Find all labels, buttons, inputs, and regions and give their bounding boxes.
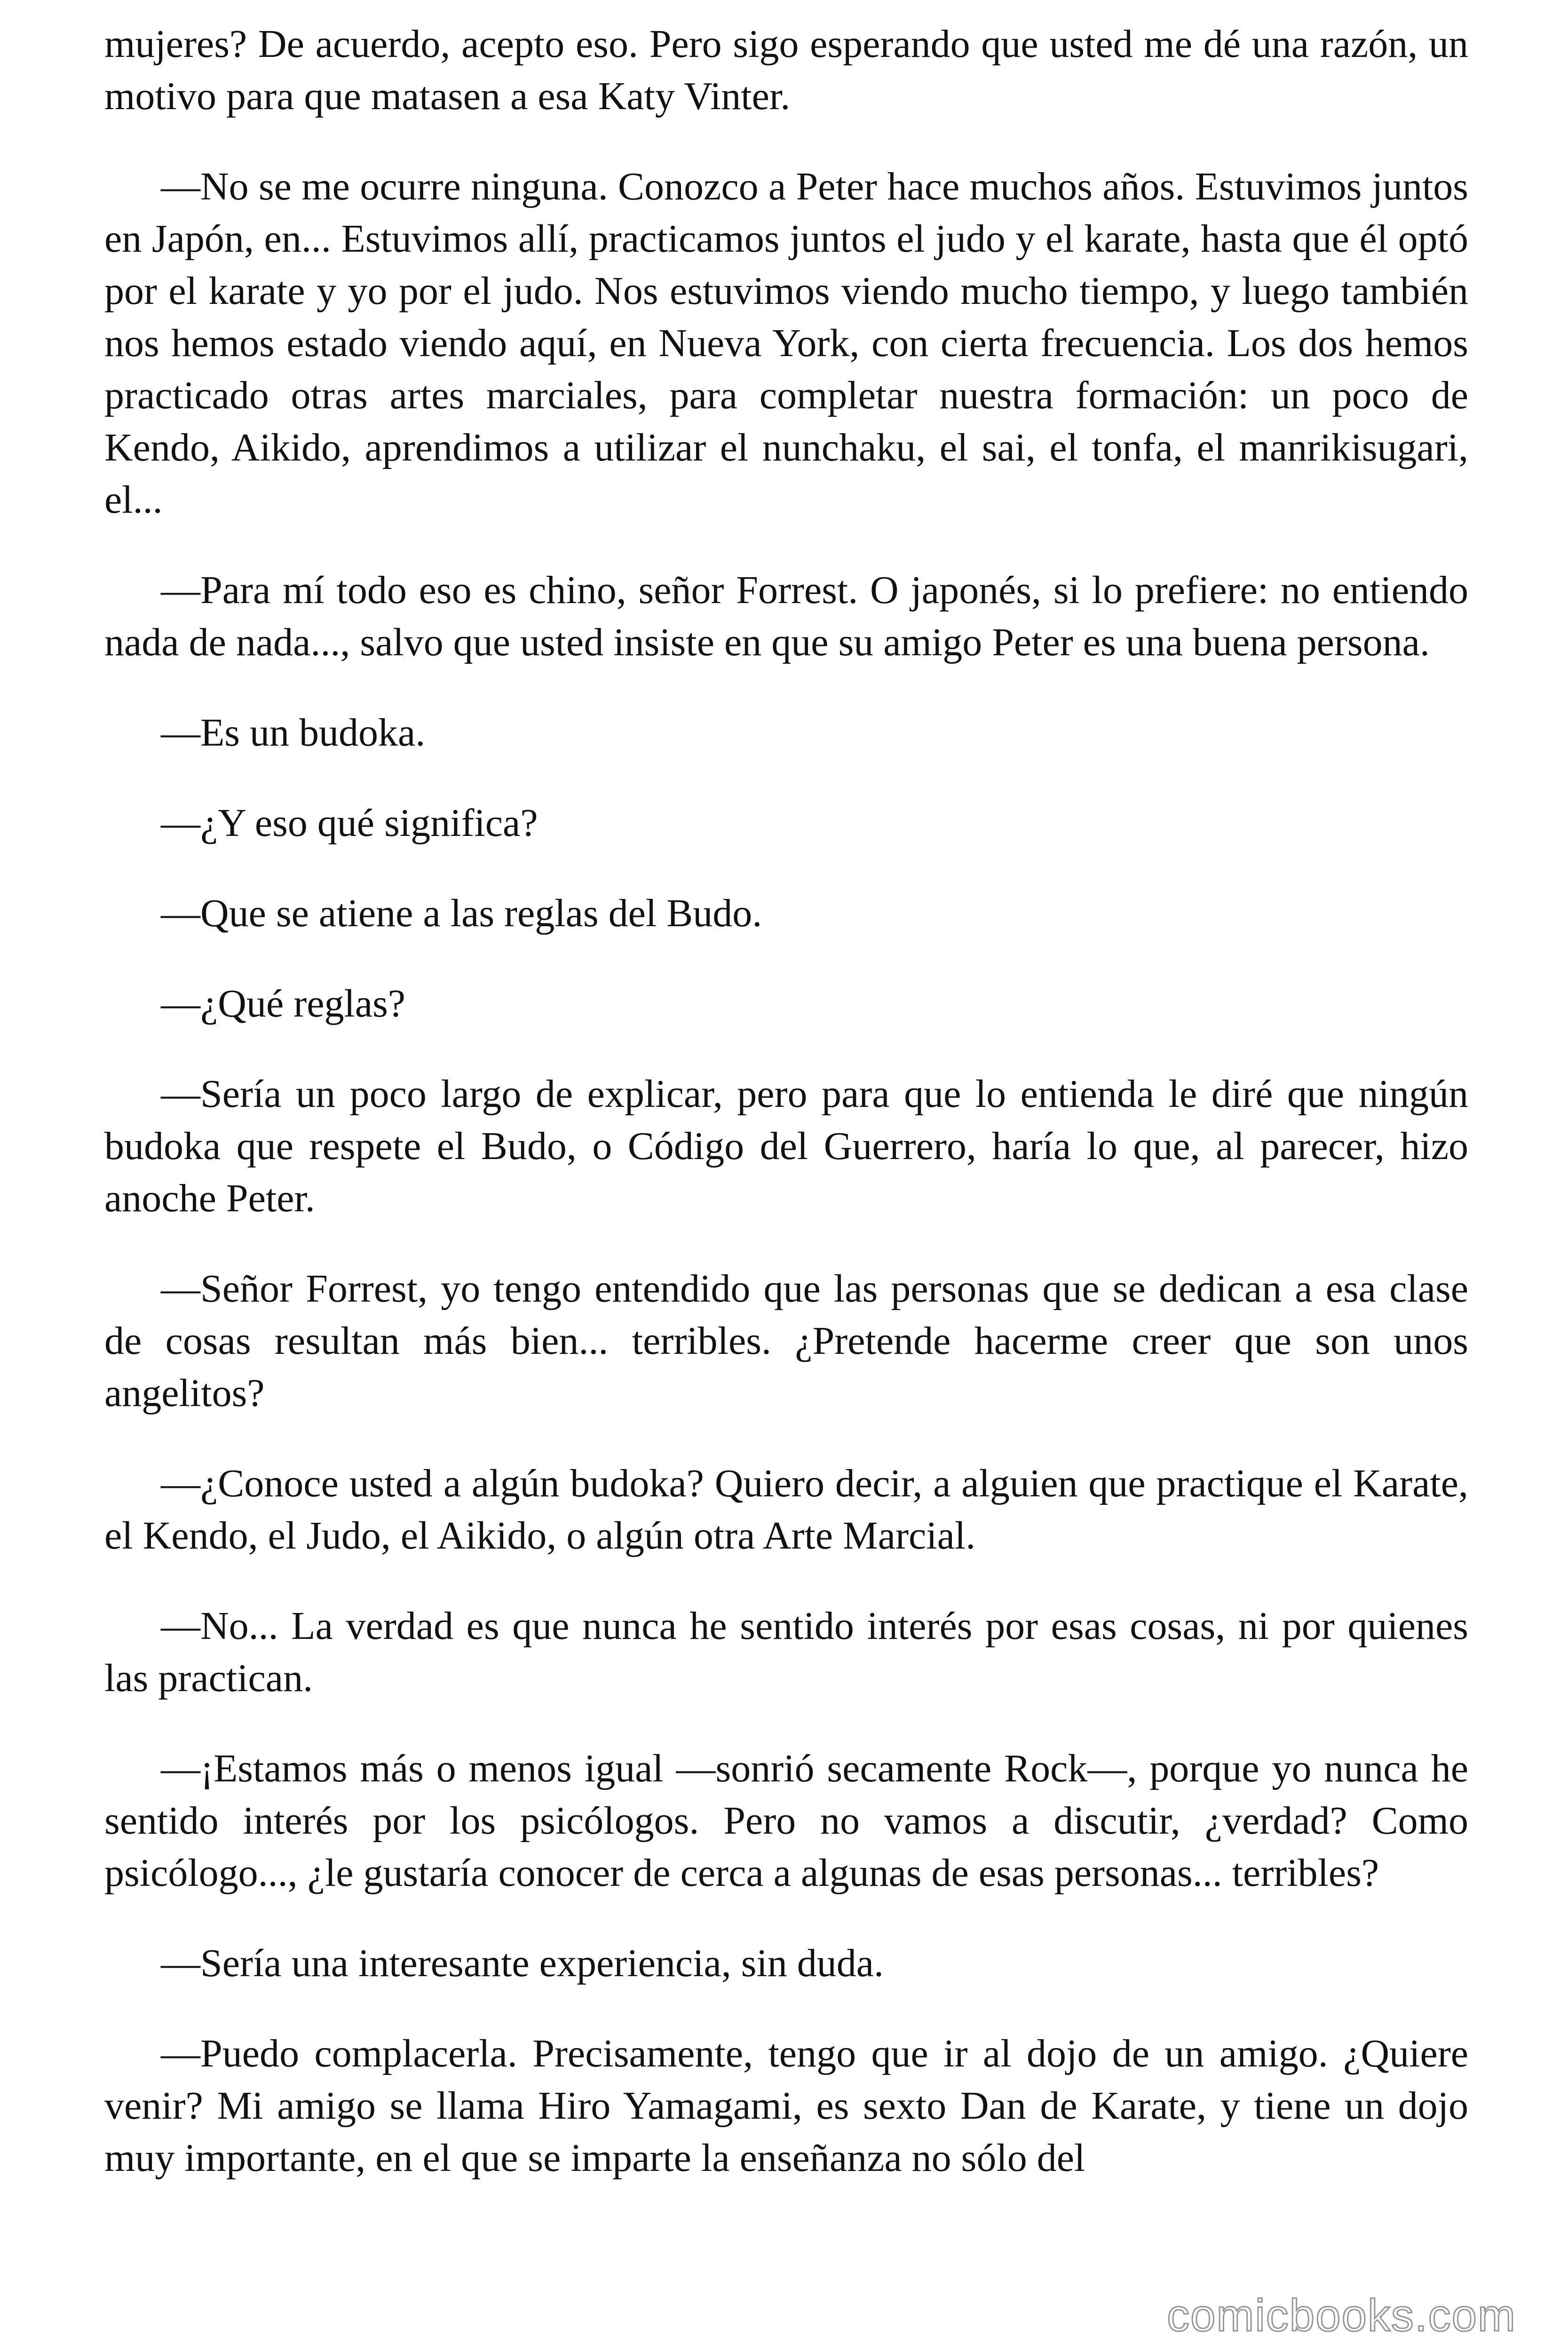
paragraph-7: —¿Qué reglas? [161,982,406,1025]
paragraph-2: —No se me ocurre ninguna. Conozco a Peter hace muchos años. Estuvimos juntos en Japón, en... Estuvimos allí, practicamos juntos el judo y el karate, hasta que él optó por el karate y yo por el judo. Nos estuvimos viendo mucho tiempo, y luego también nos hemos estado viendo aquí, en Nueva York, con cierta frecuencia. Los dos hemos practicado otras artes marciales, para completar nuestra formación: un poco de Kendo, Aikido, aprendimos a utilizar el nunchaku, el sai, el tonfa, el manrikisugari, el... [104,165,1468,522]
book-page [104,18,1468,2313]
watermark: comicbooks.com [1167,2290,1516,2341]
paragraph-12: —¡Estamos más o menos igual —sonrió secamente Rock—, porque yo nunca he sentido interés por los psicólogos. Pero no vamos a discutir, ¿verdad? Como psicólogo..., ¿le gustaría conocer de cerca a algunas de esas personas... terribles? [104,1747,1468,1895]
paragraph-9: —Señor Forrest, yo tengo entendido que las personas que se dedican a esa clase de cosas resultan más bien... terribles. ¿Pretende hacerme creer que son unos angelitos? [104,1267,1468,1415]
paragraph-5: —¿Y eso qué significa? [161,801,538,845]
paragraph-14: —Puedo complacerla. Precisamente, tengo que ir al dojo de un amigo. ¿Quiere venir? Mi amigo se llama Hiro Yamagami, es sexto Dan de Karate, y tiene un dojo muy importante, en el que se imparte la enseñanza no sólo del [104,2032,1468,2180]
paragraph-10: —¿Conoce usted a algún budoka? Quiero decir, a alguien que practique el Karate, el Kendo, el Judo, el Aikido, o algún otra Arte Marcial. [104,1462,1468,1557]
paragraph-3: —Para mí todo eso es chino, señor Forrest. O japonés, si lo prefiere: no entiendo nada de nada..., salvo que usted insiste en que su amigo Peter es una buena persona. [104,568,1468,664]
paragraph-4: —Es un budoka. [161,711,426,755]
paragraph-6: —Que se atiene a las reglas del Budo. [161,891,762,935]
paragraph-8: —Sería un poco largo de explicar, pero para que lo entienda le diré que ningún budoka que respete el Budo, o Código del Guerrero, haría lo que, al parecer, hizo anoche Peter. [104,1072,1468,1220]
paragraph-11: —No... La verdad es que nunca he sentido interés por esas cosas, ni por quienes las practican. [104,1604,1468,1700]
paragraph-13: —Sería una interesante experiencia, sin duda. [161,1941,884,1985]
paragraph-1: mujeres? De acuerdo, acepto eso. Pero sigo esperando que usted me dé una razón, un motivo para que matasen a esa Katy Vinter. [104,22,1468,118]
